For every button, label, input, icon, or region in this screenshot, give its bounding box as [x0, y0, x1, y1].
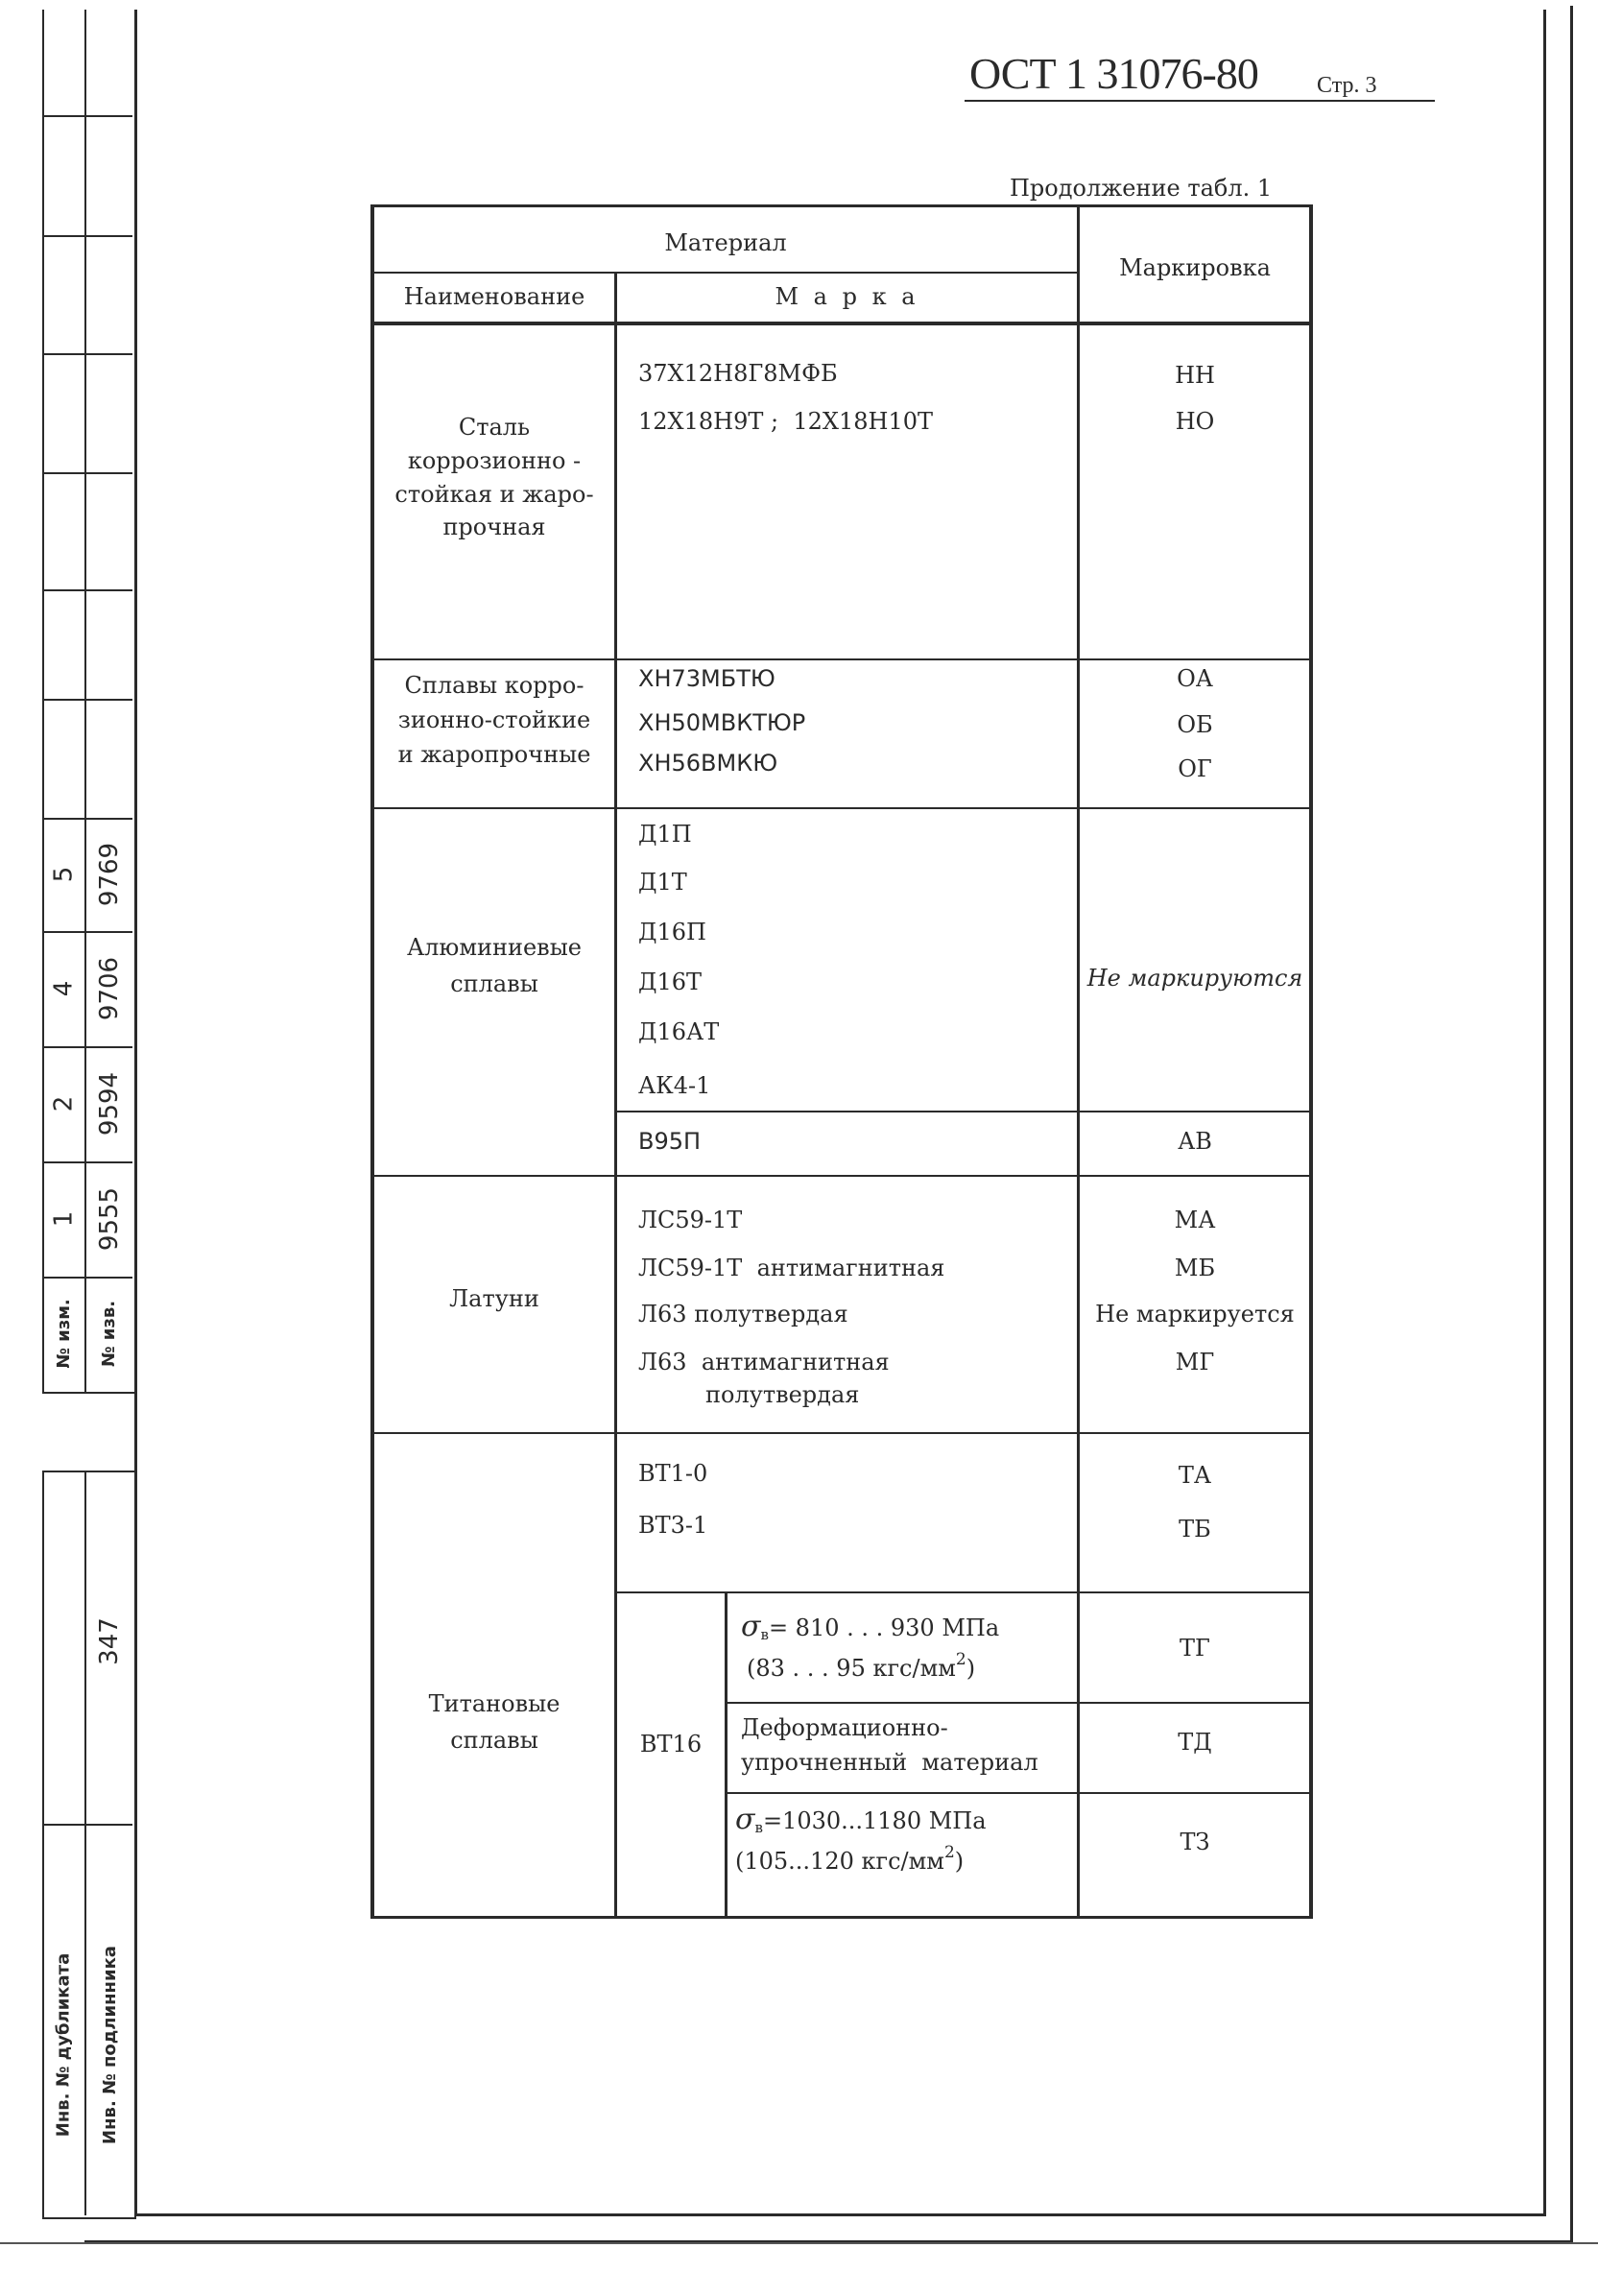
vt16-condition-line: упрочненный материал [741, 1749, 1038, 1776]
row-divider [727, 1792, 1313, 1794]
alloys-grade: ХН73МБТЮ [638, 665, 775, 692]
brass-grade: Л63 антимагнитная [638, 1349, 890, 1375]
steel-grade: 37Х12Н8Г8МФБ [638, 360, 838, 387]
titanium-marking: ТА [1178, 1462, 1212, 1489]
row-divider [370, 807, 1313, 809]
aluminium-grade: Д16П [638, 919, 706, 945]
vt16-marking: ТД [1178, 1729, 1212, 1756]
header-grade: М а р к а [775, 283, 919, 310]
vt16-grade: ВТ16 [639, 1731, 703, 1758]
brass-grade: полутвердая [705, 1381, 860, 1408]
row-divider [727, 1702, 1313, 1704]
aluminium-extra-grade: В95П [638, 1128, 702, 1155]
row-divider [616, 1111, 1313, 1112]
revision-cell [42, 818, 84, 931]
revision-label: № изм. [53, 1298, 74, 1369]
aluminium-name-line: Алюминиевые [407, 934, 582, 961]
steel-grade: 12Х18Н9Т ; 12Х18Н10Т [638, 408, 933, 435]
header-rule [370, 272, 1079, 274]
alloys-name [374, 668, 614, 772]
sigma-symbol: σ [735, 1803, 755, 1836]
vt16-strength-kgf: (105...120 кгс/мм [735, 1847, 944, 1875]
row-divider [370, 1175, 1313, 1177]
inventory-number-cell [86, 1536, 132, 1747]
vt16-condition-line: Деформационно- [741, 1714, 948, 1741]
aluminium-name [374, 929, 614, 1003]
table-border [370, 204, 1313, 207]
steel-marking: НО [1175, 408, 1215, 435]
revision-number: 2 [48, 1095, 78, 1112]
alloys-marking: ОБ [1177, 711, 1213, 738]
notice-cell [86, 1046, 132, 1161]
brass-grade: Л63 полутвердая [638, 1301, 848, 1327]
titanium-grade: ВТ3-1 [638, 1512, 708, 1539]
original-label: Инв. № подлинника [99, 1945, 120, 2144]
header-material: Материал [664, 229, 787, 256]
brass-grade: ЛС59-1Т [638, 1207, 743, 1233]
column-divider [614, 272, 617, 1916]
brass-marking: МБ [1174, 1255, 1216, 1281]
alloys-grade: ХН50МВКТЮР [638, 709, 806, 736]
row-divider [370, 658, 1313, 660]
steel-name-line: прочная [442, 514, 546, 541]
squared-exponent: 2 [943, 1842, 955, 1862]
revision-number: 4 [48, 980, 78, 997]
row-divider [616, 1591, 1313, 1593]
vt16-condition-deformation [741, 1710, 1038, 1780]
titanium-marking: ТБ [1179, 1516, 1211, 1543]
brass-marking: МГ [1175, 1349, 1215, 1375]
alloys-name-line: Сплавы корро- [404, 672, 584, 699]
steel-marking: НН [1175, 362, 1215, 389]
brass-grade: ЛС59-1Т антимагнитная [638, 1255, 945, 1281]
squared-exponent: 2 [955, 1650, 966, 1669]
aluminium-grade: Д1П [638, 821, 692, 848]
revision-label-cell [42, 1277, 84, 1390]
revision-cell [42, 1046, 84, 1161]
brass-name: Латуни [449, 1285, 539, 1312]
sigma-symbol: σ [741, 1610, 761, 1643]
notice-number: 9769 [95, 842, 125, 907]
inventory-number: 347 [95, 1617, 125, 1665]
steel-name-line: коррозионно - [407, 446, 582, 474]
revision-number: 5 [48, 866, 78, 883]
vt16-marking: ТГ [1180, 1635, 1210, 1662]
notice-label-cell [86, 1277, 132, 1390]
closing-paren: ) [966, 1655, 976, 1682]
notice-label: № изв. [99, 1300, 120, 1367]
notice-number: 9594 [95, 1071, 125, 1136]
aluminium-grade: Д16Т [638, 969, 703, 995]
notice-cell [86, 931, 132, 1046]
vt16-strength-range: = 810 . . . 930 МПа [768, 1614, 1000, 1641]
aluminium-marking: Не маркируются [1086, 965, 1303, 992]
header-rule [370, 322, 1313, 325]
notice-cell [86, 1161, 132, 1277]
table-continuation-label: Продолжение табл. 1 [1010, 175, 1273, 202]
page-label: Стр. 3 [1317, 73, 1377, 98]
document-code: ОСТ 1 31076-80 [969, 49, 1258, 98]
alloys-grade: ХН56ВМКЮ [638, 750, 778, 777]
vt16-marking: ТЗ [1180, 1829, 1210, 1855]
notice-cell [86, 818, 132, 931]
revision-cell [42, 931, 84, 1046]
row-divider [370, 1432, 1313, 1434]
table-border [370, 1916, 1313, 1919]
alloys-marking: ОА [1177, 665, 1213, 692]
sigma-subscript: в [760, 1626, 769, 1643]
vt16-condition-line [735, 1799, 987, 1841]
aluminium-grade: Д16АТ [638, 1018, 720, 1045]
margin-strip-lower-rule [42, 1824, 132, 1826]
column-divider [725, 1593, 727, 1916]
aluminium-extra-marking: АВ [1178, 1128, 1212, 1155]
titanium-grade: ВТ1-0 [638, 1460, 708, 1487]
titanium-name-line: Титановые [428, 1690, 560, 1717]
duplicate-label-cell [42, 1881, 84, 2208]
vt16-condition-line [741, 1605, 999, 1648]
vt16-condition-strength [741, 1605, 999, 1686]
header-underline [965, 100, 1435, 102]
alloys-name-line: зионно-стойкие [397, 706, 591, 733]
revision-number: 1 [48, 1210, 78, 1228]
steel-name-line: Сталь [458, 414, 531, 441]
alloys-name-line: и жаропрочные [397, 741, 591, 768]
brass-marking: МА [1174, 1207, 1216, 1233]
page-frame [134, 10, 1546, 2216]
aluminium-grade: Д1Т [638, 869, 687, 896]
aluminium-grade: АК4-1 [638, 1072, 711, 1099]
vt16-strength-range: =1030...1180 МПа [762, 1807, 987, 1834]
original-label-cell [86, 1881, 132, 2208]
titanium-name [374, 1686, 614, 1759]
vt16-strength-kgf: (83 . . . 95 кгс/мм [747, 1655, 956, 1682]
duplicate-label: Инв. № дубликата [53, 1952, 74, 2137]
sigma-subscript: в [754, 1819, 763, 1836]
closing-paren: ) [954, 1847, 965, 1875]
header-name: Наименование [403, 283, 585, 310]
notice-number: 9555 [95, 1186, 125, 1252]
revision-cell [42, 1161, 84, 1277]
page-edge [0, 2242, 1598, 2244]
vt16-condition-line [741, 1648, 999, 1686]
alloys-marking: ОГ [1178, 755, 1212, 782]
aluminium-name-line: сплавы [450, 970, 538, 998]
vt16-condition-line [735, 1841, 987, 1878]
titanium-name-line: сплавы [450, 1727, 538, 1755]
steel-name [374, 411, 614, 544]
vt16-condition-strength-high [735, 1799, 987, 1877]
header-marking: Маркировка [1119, 254, 1271, 281]
notice-number: 9706 [95, 956, 125, 1021]
steel-name-line: стойкая и жаро- [394, 480, 594, 508]
brass-marking: Не маркируется [1095, 1301, 1295, 1327]
